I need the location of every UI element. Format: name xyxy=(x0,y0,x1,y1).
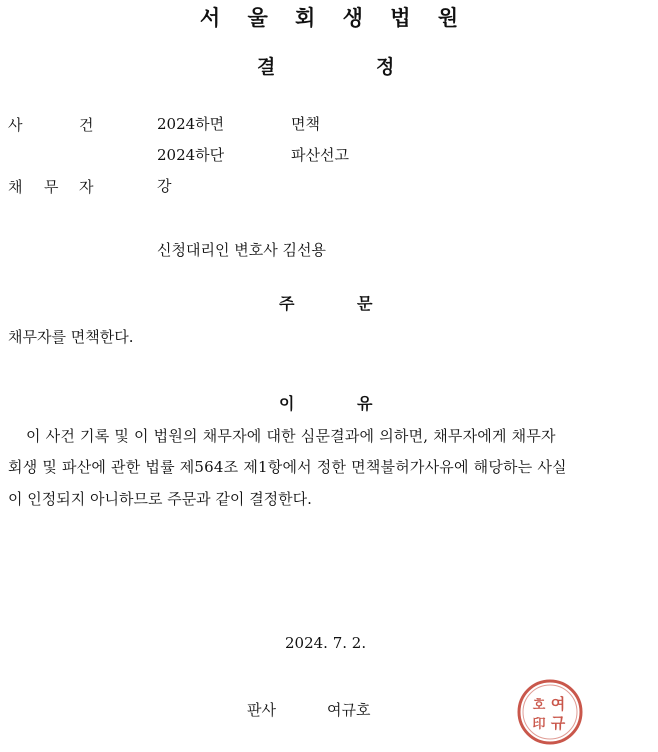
case-type-2: 파산선고 xyxy=(291,146,349,164)
seal-icon xyxy=(514,676,586,748)
debtor-name: 강 xyxy=(157,177,172,195)
reasons-heading-right: 유 xyxy=(357,394,373,413)
case-number-1: 2024하면 xyxy=(157,115,225,133)
seal-char-1: 여 xyxy=(550,695,566,713)
seal-char-3: 호 xyxy=(532,698,546,713)
reasons-line-2: 회생 및 파산에 관한 법률 제564조 제1항에서 정한 면책불허가사유에 해당하는 사실 xyxy=(8,458,567,476)
seal-char-2: 규 xyxy=(550,714,566,732)
reasons-line-1: 이 사건 기록 및 이 법원의 채무자에 대한 심문결과에 의하면, 채무자에게 채무자 xyxy=(26,427,556,445)
debtor-label-char-1: 채 xyxy=(8,178,23,196)
case-type-1: 면책 xyxy=(291,115,320,133)
judge-seal-stamp xyxy=(514,676,586,748)
decision-date: 2024. 7. 2. xyxy=(285,634,367,652)
attorney-line: 신청대리인 변호사 김선용 xyxy=(157,241,326,259)
document-heading-right: 정 xyxy=(376,56,395,78)
reasons-line-3: 이 인정되지 아니하므로 주문과 같이 결정한다. xyxy=(8,490,312,508)
document-heading-left: 결 xyxy=(257,56,276,78)
order-heading-left: 주 xyxy=(279,294,295,313)
case-number-2: 2024하단 xyxy=(157,146,225,164)
seal-char-4: 印 xyxy=(532,717,546,732)
reasons-heading-left: 이 xyxy=(279,394,295,413)
judge-name: 여규호 xyxy=(327,701,371,719)
court-title: 서 울 회 생 법 원 xyxy=(199,6,469,30)
order-heading-right: 문 xyxy=(357,294,373,313)
case-label-char-1: 사 xyxy=(8,116,23,134)
judge-title: 판사 xyxy=(247,701,276,719)
case-label-char-2: 건 xyxy=(79,116,94,134)
debtor-label-char-3: 자 xyxy=(79,178,94,196)
debtor-label-char-2: 무 xyxy=(44,178,59,196)
order-text: 채무자를 면책한다. xyxy=(8,328,134,346)
